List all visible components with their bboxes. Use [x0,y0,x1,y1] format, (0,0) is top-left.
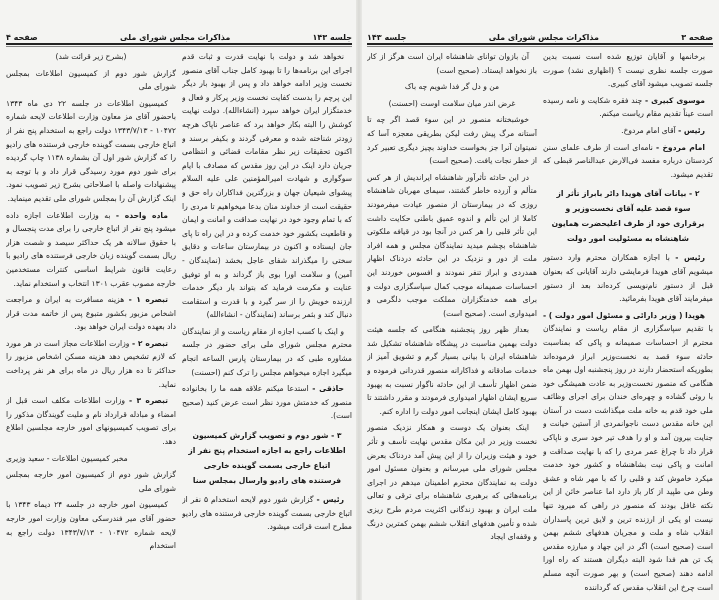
session-number: جلسه ۱۴۳ [312,33,352,42]
paragraph [182,382,352,423]
column-left [6,50,176,595]
paragraph-text: (بشرح زیر قرائت شد) [55,52,127,61]
paragraph-text: برخانمها و آقایان توزیع شده است نسبت بدین صورت جلسه نظری نیست ؟ (اظهاری نشد) صورت جلسه تصویب میشود آقای کبیری. [543,52,713,89]
page-3 [361,0,719,600]
paragraph [6,337,176,391]
paragraph [543,309,713,594]
paragraph [367,97,537,111]
paragraph [6,394,176,448]
paragraph [543,94,713,121]
paragraph-text: کمیسیون امور خارجه در جلسه ۲۴ دیماه ۱۳۴۳ با حضور آقای میر فندرسکی معاون وزارت امور خارجه لایحه شماره ۱۰۴۷۲ - ۱۳۴۳/۷/۱۳ دولت راجع به استخدام [6,500,176,551]
header-rule-thin [367,46,713,47]
paragraph-text: من و دل گر فدا شویم چه باک [404,82,500,92]
paragraph [367,80,537,94]
publication-title: مذاکرات مجلس شورای ملی [120,33,231,42]
paragraph-text: آن بازوان توانای شاهنشاه ایران است هرگز از کار باز نخواهد ایستاد. (صحیح است) [367,52,537,75]
speaker-name: امام مردوخ - [656,142,705,152]
paragraph [6,97,176,206]
paragraph [182,493,352,534]
header-rule-thin [6,46,352,47]
paragraph-text: چند فقره شکایت و نامه رسیده است عیناً تقدیم مقام ریاست میکنم. [543,95,713,119]
paragraph-text: گزارش شور دوم از کمیسیون امور خارجه بمجلس شورای ملی [6,470,176,493]
speaker-name: موسوی کبیری - [644,95,705,105]
paragraph [367,323,537,418]
paragraph [182,325,352,379]
paragraph-text: هزینه مسافرت به ایران و مراجعت اشخاص مزبور بکشور متبوع پس از خاتمه مدت قرار داد بعهده دولت ایران خواهد بود. [6,295,176,332]
paragraph [543,141,713,182]
paragraph [6,209,176,291]
paragraph-text: ۲ - بیانات آقای هویدا دائر بابراز تأثر از سوء قصد علیه آقای نخست‌وزیر و برقراری خود از طرف اعلیحضرت همایون شاهنشاه به مسئولیت امور دولت [551,189,705,244]
section-heading [549,186,707,246]
column-right [182,50,352,595]
paragraph-text: و اینک با کسب اجازه از مقام ریاست و از نمایندگان محترم مجلس شورای ملی برای حضور در جلسه مشاوره طبی که در بیمارستان پارس الساعه انجام میگیرد اجازه میخواهم مجلس را ترک کنم (احسنت) [182,326,352,377]
header-rule [6,43,352,45]
speaker-name: تبصره ۲ - [131,338,168,348]
paragraph-text: خوشبختانه منصور در این سوء قصد اگر چه تا آستانه مرگ پیش رفت لیکن بطریقی معجزه آسا که نمیتوان آنرا جز بخواست خداوند بچیز دیگری تعبیر کرد از خطر نجات یافت. (صحیح است) [367,115,537,166]
paragraph-text: مخبر کمیسیون اطلاعات - سعید وزیری [6,453,128,463]
speaker-name: رئیس - [678,125,705,135]
section-heading [188,428,346,488]
paragraph-text: به وزارت اطلاعات اجازه داده میشود پنج نفر از اتباع خارجی را برای مدت پنجسال و با حقوق سالانه هر یک حداکثر سیصد و شصت هزار ریال بسمت گوینده زبان خارجی فرستنده های رادیو با رعایت قانون شرایط اساسی کنترات مستخدمین خارجه مصوب عقرب ۱۳۰۱ انتخاب و استخدام نماید. [6,210,176,288]
paragraph [6,293,176,334]
paragraph [367,171,537,321]
paragraph [543,251,713,305]
paragraph [6,468,176,495]
paragraph [543,124,713,138]
page-number: صفحه ۳ [681,33,713,42]
paragraph-text: وزارت اطلاعات مکلف است قبل از امضاء و مبادله قرارداد نام و ملیت گویندگان مذکور را برای تصویب کمیسیونهای امور خارجه مجلسین اطلاع دهد. [6,396,176,447]
header-rule [367,43,713,45]
page-header [367,30,713,42]
signature-line [6,452,176,466]
paragraph-text: در این حادثه تأثرآور شاهنشاه ایراندیش از هر کس متألم و آزرده خاطر گشتند، سیمای مهربان شاهنشاه روزی که در بیمارستان از منصور عیادت میفرمودند کاملا از این تألم و اندوه عمیق باطنی حکایت داشت این تأثر قلبی را هر کس در آنجا بود در قیافه ملکوتی شاهنشاه بچشم میدید نمایندگان مجلس و همه افراد ملت از دور و نزدیک در این حادثه دردناک اظهار همدردی و ابراز تنفر نمودند و افسوس خوردند این احساسات صمیمانه موجب کمال سپاسگزاری دولت و برای همه خدمتگزاران مملکت موجب دلگرمی و امیدواری است. (صحیح است) [367,172,537,318]
paragraph-text: گزارش شور دوم از کمیسیون اطلاعات بمجلس شورای ملی [6,68,176,92]
paragraph-text: گزارش شور دوم لایحه استخدام ۵ نفر از اتباع خارجی بسمت گوینده خارجی فرستنده های رادیو مطرح است قرائت میشود. [182,495,352,532]
session-number: جلسه ۱۴۳ [367,33,407,42]
speaker-name: تبصره ۳ - [129,396,168,406]
paragraph-text: بعداز ظهر روز پنجشنبه هنگامی که جلسه هیئت دولت بهمین مناسبت در پیشگاه شاهنشاه تشکیل شد شاهنشاه ایران با بیانی بسیار گرم و تشویق آمیز از خدمات صادقانه و فداکارانه منصور قدردانی فرموده و ضمن اظهار تأسف از این حادثه ناگوار نسبت به بهبود سریع ایشان اظهار امیدواری فرمودند و مقرر داشتند تا بهبود کامل ایشان اینجانب امور دولت را اداره کنم. [367,325,537,416]
paragraph [367,50,537,77]
paragraph-text: نخواهد شد و دولت با نهایت قدرت و ثبات قدم اجرای این برنامه‌ها را تا بهبود کامل جناب آقای منصور نخست وزیر ادامه خواهد داد و پس از بهبود بار دیگر این پرچم را بدست کفایت نخست وزیر پرکار و فعال و خدمتگزار ایران خواهد سپرد (انشاءالله). دولت نهایت کوشش را البته بکار خواهد برد که عناصر ناپاک هرچه زودتر شناخته شده و معرفی گردند و بکیفر برسند و اکنون تحقیقات زیر نظر مقامات قضائی و انتظامی جریان دارد اینک در این روز مقدس که مصادف با ایام سوگواری و شهادت امیرالمؤمنین علی علیه السلام پیشوای شیعیان جهان و بزرگترین فداکاران راه حق و حقیقت است از خداوند منان بدعا میخواهیم تا مردی را که با تمام وجود خود در نهایت صداقت و امانت و ایمان و قاطعیت بکشور خود خدمت کرده و در این راه تا پای جان ایستاده و اکنون در بیمارستان ساعات و دقایق سختی را میگذراند شفای عاجل بخشد (نمایندگان - آمین) و سلامت اورا بوی باز گرداند و به او توفیق عنایت و مکرمت فرماید که بتواند بار دیگر خدمات ارزنده خویش را از سر گیرد و با قدرت و استقامت دنبال کند و بثمر برساند (نمایندگان - انشاءالله) [182,52,352,320]
speaker-name: حاذقی - [312,384,345,394]
page-number: صفحه ۴ [6,33,38,42]
speaker-name: هویدا ( وزیر دارائی و مسئول امور دولت ) - [543,310,705,320]
speaker-name: رئیس - [316,495,344,505]
speaker-name: ماده واحده - [115,210,168,220]
paragraph-text: اینک بعنوان یک دوست و همکار نزدیک منصور نخست وزیر در این مکان مقدس نهایت تأسف و تأثر خود و هیئت وزیران را از این پیش آمد دردناک بعرض مجلس شورای ملی میرسانم و بعنوان مسئول امور دولت به نمایندگان محترم اطمینان میدهم در اجرای برنامه‌هائی که برهبری شاهنشاه برای ترقی و تعالی ملت ایران و بهبود زندگانی اکثریت مردم طرح ریزی شده و تأمین هدفهای انقلاب ششم بهمن کمترین درنگ و وقفه‌ای ایجاد [367,423,537,542]
paragraph-text: استدعا میکنم علاقه همه ما را بخانواده منصور که خدمتش مورد نظر است عرض کنید (صحیح است). [182,384,352,421]
paragraph-text: کمیسیون اطلاعات در جلسه ۲۲ دی ماه ۱۳۴۳ باحضور آقای مز معاون وزارت اطلاعات لایحه شماره ۱۰۴۷۲ - ۱۳۴۳/۷/۱۳ دولت راجع به استخدام پنج نفر از اتباع خارجی بسمت گوینده خارجی فرستنده های رادیو را که گزارش شور اول آن بشماره ۱۱۳۸ چاپ گردیده برای شور دوم مورد رسیدگی قرار داد و با توجه به پیشنهادات واصله با اصلاحاتی بشرح زیر تصویب نمود. اینک گزارش آن را بمجلس شورای ملی تقدیم مینماید. [6,98,176,203]
page-4 [0,0,358,600]
paragraph [543,50,713,91]
paragraph-text: آقای امام مردوخ. [621,125,676,135]
paragraph-text: نامه‌ای است از طرف علمای سنن کردستان درباره مفسد فی‌الارض عبدالناصر قبطی که تقدیم میشود. [543,142,713,179]
speaker-name: تبصره ۱ - [128,295,168,305]
paragraph-text: وزارت اطلاعات مجاز است در هر مورد که لازم تشخیص دهد هزینه مسکن اشخاص مزبور را حداکثر تا ده هزار ریال در ماه برای هر نفر پرداخت نماید. [6,338,176,389]
column-left [367,50,537,595]
paragraph-text: با تقدیم سپاسگزاری از مقام ریاست و نمایندگان محترم از احساسات صمیمانه و پاکی که بمناسبت حادثه سوء قصد به نخست‌وزیر ابراز فرموده‌اند بطوریکه استحضار دارند در روز پنجشنبه اول بهمن ماه هنگامی که منصور نخست‌وزیر به عادت همیشگی خود با روئی گشاده و چهره‌ای خندان برای اجرای وظائف ملی خود قدم به خانه ملت میگذاشت دست در آستان این خانه مقدس دست ناجوانمردی از آستین خیانت و جنایت بیرون آمد و او را هدف تیر خود سری و ناپاکی قرار داد تا چراغ عمر مردی را که با نهایت صداقت و امانت و پاکی نیت بشاهنشاه و کشور خود خدمت میکرد خاموش کند و قلبی را که با مهر شاه و عشق وطن می طپید از کار باز دارد اما عناصر خائن از این نکته غافل بودند که منصور در راهی که میرود تنها نیست او یکی از ارزنده ترین و لایق ترین پاسداران انقلاب شاه و ملت و مجریان هدفهای ششم بهمن است (صحیح است) اگر در این جهاد و مبارزه مقدس یک تن هم فدا شود البته دیگران هستند که راه اورا ادامه دهند (صحیح است) و بهر صورت آنچه مسلم است چرخ این انقلاب مقدس که گرداننده [543,324,713,592]
page-header [6,30,352,42]
paragraph [367,421,537,543]
paragraph [6,498,176,552]
paragraph [6,50,176,64]
speaker-name: رئیس - [675,253,705,263]
paragraph-text: غرض اندر میان سلامت اوست (احسنت) [388,98,516,108]
paragraph [182,50,352,322]
paragraph [6,67,176,94]
paragraph [367,113,537,167]
column-right [543,50,713,595]
publication-title: مذاکرات مجلس شورای ملی [488,33,599,42]
paragraph-text: با اجازه همکاران محترم وارد دستور میشویم آقای هویدا فرمایشی دارند آقایانی که بعنوان قبل از دستور نام‌نویسی کرده‌اند بعد از دستور میفرمایند آقای هویدا بفرمائید. [543,253,713,304]
paragraph-text: ۳ - شور دوم و تصویب گزارش کمیسیون اطلاعات راجع به اجازه استخدام پنج نفر از اتباع خارجی بسمت گوینده خارجی فرستنده های رادیو وارسال بمجلس سنا [188,431,346,486]
